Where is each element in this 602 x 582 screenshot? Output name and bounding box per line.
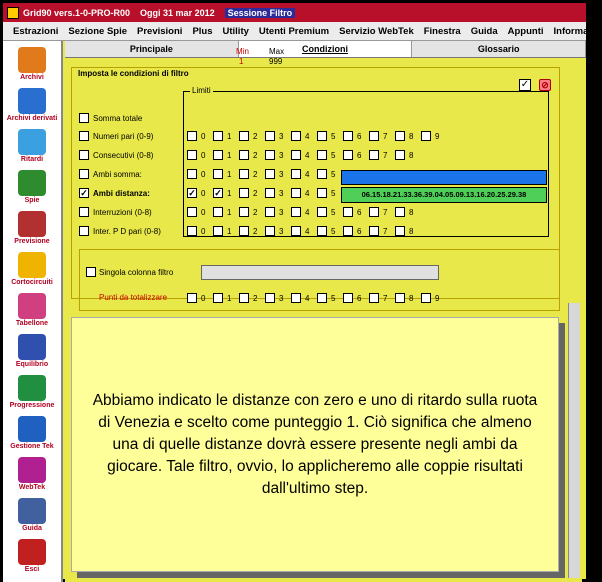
- sidebar-item-1[interactable]: [3, 88, 61, 122]
- filter-row-5-num-1[interactable]: [213, 207, 223, 217]
- filter-row-6-num-3[interactable]: [265, 226, 275, 236]
- ambi-distanza-field[interactable]: 06.15.18.21.33.36.39.04.05.09.13.16.20.25.29.38: [341, 187, 547, 203]
- filter-row-5-num-0[interactable]: [187, 207, 197, 217]
- singola-colonna-label: Singola colonna filtro: [99, 268, 174, 277]
- punti-row-num-label: 4: [305, 294, 310, 303]
- filter-row-3-label: Ambi somma:: [93, 170, 142, 179]
- filter-row-3-num-1[interactable]: [213, 169, 223, 179]
- filter-row-2-num-3[interactable]: [265, 150, 275, 160]
- exit-icon: [18, 539, 46, 565]
- filter-row-2-num-label: 5: [331, 151, 336, 160]
- filter-row-2-num-0[interactable]: [187, 150, 197, 160]
- filter-row-2-num-1[interactable]: [213, 150, 223, 160]
- sidebar-item-label: Tabellone: [15, 320, 49, 327]
- filter-row-6-checkbox[interactable]: [79, 226, 89, 236]
- pencil-icon: [18, 47, 46, 73]
- filter-row-5-num-3[interactable]: [265, 207, 275, 217]
- filter-row-3-num-4[interactable]: [291, 169, 301, 179]
- tab-2[interactable]: Glossario: [412, 41, 586, 57]
- sidebar-item-3[interactable]: [3, 170, 61, 204]
- filter-row-3-num-label: 3: [279, 170, 284, 179]
- filter-row-1-num-label: 5: [331, 132, 336, 141]
- punti-row-num-label: 6: [357, 294, 362, 303]
- filter-row-0-label: Somma totale: [93, 114, 143, 123]
- sidebar-item-label: Esci: [24, 566, 40, 573]
- sidebar-item-label: Archivi: [20, 74, 44, 81]
- menu-item-2[interactable]: Previsioni: [137, 25, 183, 37]
- filter-row-1-num-9[interactable]: [421, 131, 431, 141]
- filter-row-1-num-8[interactable]: [395, 131, 405, 141]
- menu-bar: [3, 22, 602, 41]
- sidebar: [3, 41, 63, 582]
- filter-row-5-num-8[interactable]: [395, 207, 405, 217]
- punti-row-num-label: 2: [253, 294, 258, 303]
- filter-row-4-num-label: 1: [227, 189, 232, 198]
- filter-row-1-num-label: 3: [279, 132, 284, 141]
- filter-row-1-label: Numeri pari (0-9): [93, 132, 154, 141]
- menu-item-6[interactable]: Servizio WebTek: [339, 25, 414, 37]
- filter-row-1-num-label: 9: [435, 132, 440, 141]
- sidebar-item-10[interactable]: [3, 457, 61, 491]
- filter-row-5-num-4[interactable]: [291, 207, 301, 217]
- filter-row-5-checkbox[interactable]: [79, 207, 89, 217]
- punti-row-num-label: 7: [383, 294, 388, 303]
- singola-colonna-checkbox[interactable]: [86, 267, 96, 277]
- filter-row-5-label: Interruzioni (0-8): [93, 208, 152, 217]
- filter-row-2-num-6[interactable]: [343, 150, 353, 160]
- filter-row-6-num-label: 5: [331, 227, 336, 236]
- limiti-group: [183, 86, 549, 237]
- date-label: Oggi 31 mar 2012: [140, 7, 215, 18]
- filter-row-6-num-label: 8: [409, 227, 414, 236]
- sidebar-item-8[interactable]: [3, 375, 61, 409]
- filter-row-6-num-1[interactable]: [213, 226, 223, 236]
- filter-row-5-num-label: 6: [357, 208, 362, 217]
- sidebar-item-6[interactable]: [3, 293, 61, 327]
- filter-row-2-checkbox[interactable]: [79, 150, 89, 160]
- flashlight-icon: [18, 170, 46, 196]
- menu-item-7[interactable]: Finestra: [423, 25, 461, 37]
- filter-row-3-num-2[interactable]: [239, 169, 249, 179]
- singola-colonna-field[interactable]: [201, 265, 439, 280]
- menu-item-1[interactable]: Sezione Spie: [68, 25, 128, 37]
- filter-row-3-num-3[interactable]: [265, 169, 275, 179]
- filter-row-6-num-label: 7: [383, 227, 388, 236]
- filter-row-5-num-7[interactable]: [369, 207, 379, 217]
- filter-row-1-num-label: 0: [201, 132, 206, 141]
- filter-row-4-num-label: 2: [253, 189, 258, 198]
- sidebar-item-label: Ritardi: [20, 156, 44, 163]
- filter-row-2-num-label: 4: [305, 151, 310, 160]
- filter-row-5-num-label: 2: [253, 208, 258, 217]
- filter-row-5-num-label: 5: [331, 208, 336, 217]
- filter-row-4-num-5[interactable]: [317, 188, 327, 198]
- punti-row-num-9[interactable]: [421, 293, 431, 303]
- punti-row-num-label: 1: [227, 294, 232, 303]
- sidebar-item-7[interactable]: [3, 334, 61, 368]
- tab-0[interactable]: Principale: [65, 41, 239, 57]
- sidebar-item-label: Archivi derivati: [6, 115, 58, 122]
- filter-row-1-num-1[interactable]: [213, 131, 223, 141]
- calendar-icon: [18, 293, 46, 319]
- punti-row-num-2[interactable]: [239, 293, 249, 303]
- filter-row-4-num-3[interactable]: [265, 188, 275, 198]
- filter-row-4-label: Ambi distanza:: [93, 189, 150, 198]
- sidebar-item-label: Spie: [24, 197, 40, 204]
- filter-row-4-num-label: 5: [331, 189, 336, 198]
- punti-row-num-label: 3: [279, 294, 284, 303]
- filter-row-6-num-0[interactable]: [187, 226, 197, 236]
- filter-row-1-num-label: 1: [227, 132, 232, 141]
- sidebar-item-0[interactable]: [3, 47, 61, 81]
- filter-row-6-num-label: 1: [227, 227, 232, 236]
- menu-item-10[interactable]: Informazio: [553, 25, 602, 37]
- tab-bar: [65, 41, 586, 58]
- filter-row-6-num-2[interactable]: [239, 226, 249, 236]
- filter-row-6-num-6[interactable]: [343, 226, 353, 236]
- filter-row-5-num-label: 4: [305, 208, 310, 217]
- punti-row-num-1[interactable]: [213, 293, 223, 303]
- filter-row-2-num-label: 1: [227, 151, 232, 160]
- menu-item-8[interactable]: Guida: [470, 25, 498, 37]
- filter-row-4-num-label: 3: [279, 189, 284, 198]
- filter-row-2-num-5[interactable]: [317, 150, 327, 160]
- punti-row-num-0[interactable]: [187, 293, 197, 303]
- filter-row-1-num-3[interactable]: [265, 131, 275, 141]
- filter-row-3-num-label: 5: [331, 170, 336, 179]
- filter-row-4-num-0[interactable]: ✓: [188, 188, 196, 198]
- menu-item-3[interactable]: Plus: [192, 25, 213, 37]
- punti-row-num-6[interactable]: [343, 293, 353, 303]
- punti-label: Punti da totalizzare: [99, 293, 168, 302]
- filter-row-5-num-5[interactable]: [317, 207, 327, 217]
- sidebar-item-label: Guida: [22, 525, 42, 532]
- sidebar-item-label: Cortocircuiti: [11, 279, 53, 286]
- filter-row-2-label: Consecutivi (0-8): [93, 151, 154, 160]
- filter-row-5-num-label: 8: [409, 208, 414, 217]
- filter-row-2-num-label: 7: [383, 151, 388, 160]
- filter-row-5-num-2[interactable]: [239, 207, 249, 217]
- filter-row-4-num-label: 0: [201, 189, 206, 198]
- filter-row-5-num-label: 7: [383, 208, 388, 217]
- sidebar-item-9[interactable]: [3, 416, 61, 450]
- max-value[interactable]: 999: [269, 57, 283, 66]
- filter-row-1-num-label: 4: [305, 132, 310, 141]
- dollar-icon: [18, 375, 46, 401]
- filter-row-2-num-label: 3: [279, 151, 284, 160]
- cancel-filter-button[interactable]: ⊘: [539, 79, 551, 91]
- filter-row-4-checkbox[interactable]: ✓: [80, 188, 88, 198]
- filter-row-6-label: Inter. P D pari (0-8): [93, 227, 161, 236]
- filter-row-2-num-label: 6: [357, 151, 362, 160]
- filter-row-6-num-label: 6: [357, 227, 362, 236]
- filter-row-6-num-label: 3: [279, 227, 284, 236]
- webtek-icon: [18, 457, 46, 483]
- filter-row-1-num-0[interactable]: [187, 131, 197, 141]
- menu-item-0[interactable]: Estrazioni: [13, 25, 59, 37]
- max-header: Max: [269, 47, 285, 56]
- punti-row-num-5[interactable]: [317, 293, 327, 303]
- guide-book-icon: [18, 498, 46, 524]
- app-logo-icon: [7, 7, 19, 19]
- filter-row-5-num-6[interactable]: [343, 207, 353, 217]
- punti-row-num-label: 8: [409, 294, 414, 303]
- menu-item-5[interactable]: Utenti Premium: [258, 25, 330, 37]
- filter-row-3-checkbox[interactable]: [79, 169, 89, 179]
- filter-row-6-num-8[interactable]: [395, 226, 405, 236]
- filter-row-1-num-label: 6: [357, 132, 362, 141]
- filter-row-6-num-7[interactable]: [369, 226, 379, 236]
- session-label: Sessione Filtro: [225, 8, 296, 18]
- filter-row-1-num-4[interactable]: [291, 131, 301, 141]
- punti-row-num-3[interactable]: [265, 293, 275, 303]
- tab-1[interactable]: Condizioni: [239, 41, 413, 57]
- filter-row-1-num-7[interactable]: [369, 131, 379, 141]
- min-value[interactable]: 1: [239, 57, 244, 66]
- sidebar-item-label: Gestione Tek: [10, 443, 54, 450]
- filter-row-4-num-2[interactable]: [239, 188, 249, 198]
- filter-panel-title: Imposta le condizioni di filtro: [78, 69, 189, 78]
- filter-row-2-num-7[interactable]: [369, 150, 379, 160]
- clock-icon: [18, 129, 46, 155]
- filter-row-3-num-5[interactable]: [317, 169, 327, 179]
- filter-row-6-num-4[interactable]: [291, 226, 301, 236]
- filter-row-3-num-0[interactable]: [187, 169, 197, 179]
- filter-row-2-num-label: 2: [253, 151, 258, 160]
- sidebar-item-12[interactable]: [3, 539, 61, 573]
- filter-row-1-num-5[interactable]: [317, 131, 327, 141]
- filter-row-5-num-label: 0: [201, 208, 206, 217]
- filter-row-1-num-label: 2: [253, 132, 258, 141]
- filter-row-2-num-2[interactable]: [239, 150, 249, 160]
- sidebar-item-11[interactable]: [3, 498, 61, 532]
- punti-row-num-4[interactable]: [291, 293, 301, 303]
- menu-item-4[interactable]: Utility: [222, 25, 249, 37]
- limiti-label: Limiti: [192, 86, 211, 95]
- confirm-check-button[interactable]: ✓: [520, 79, 530, 90]
- filter-row-1-num-2[interactable]: [239, 131, 249, 141]
- filter-row-1-num-label: 7: [383, 132, 388, 141]
- sidebar-item-4[interactable]: [3, 211, 61, 245]
- punti-row-num-label: 5: [331, 294, 336, 303]
- filter-row-3-num-label: 2: [253, 170, 258, 179]
- filter-row-1-num-label: 8: [409, 132, 414, 141]
- min-header: Min: [236, 47, 249, 56]
- sidebar-item-5[interactable]: [3, 252, 61, 286]
- sidebar-item-2[interactable]: [3, 129, 61, 163]
- filter-row-1-checkbox[interactable]: [79, 131, 89, 141]
- clipboard-icon: [18, 211, 46, 237]
- filter-row-2-num-label: 0: [201, 151, 206, 160]
- filter-row-4-num-4[interactable]: [291, 188, 301, 198]
- filter-row-3-num-label: 1: [227, 170, 232, 179]
- ambi-somma-field[interactable]: [341, 170, 547, 185]
- book-icon: [18, 88, 46, 114]
- filter-row-6-num-5[interactable]: [317, 226, 327, 236]
- sidebar-item-label: Equilibrio: [15, 361, 49, 368]
- filter-row-0-checkbox[interactable]: [79, 113, 89, 123]
- filter-row-1-num-6[interactable]: [343, 131, 353, 141]
- lightbulb-icon: [18, 252, 46, 278]
- punti-row-num-label: 0: [201, 294, 206, 303]
- filter-row-6-num-label: 4: [305, 227, 310, 236]
- punti-row-num-label: 9: [435, 294, 440, 303]
- punti-row-num-7[interactable]: [369, 293, 379, 303]
- punti-row-num-8[interactable]: [395, 293, 405, 303]
- filter-row-6-num-label: 0: [201, 227, 206, 236]
- filter-row-4-num-label: 4: [305, 189, 310, 198]
- filter-row-2-num-label: 8: [409, 151, 414, 160]
- scale-icon: [18, 334, 46, 360]
- filter-row-3-num-label: 0: [201, 170, 206, 179]
- sidebar-item-label: Previsione: [14, 238, 50, 245]
- tutorial-note: Abbiamo indicato le distanze con zero e uno di ritardo sulla ruota di Venezia e scelto come punteggio 1. Ciò significa che almeno una di quelle distanze dovrà essere presente negli ambi da giocare. Tale filtro, ovvio, lo applicheremo alle coppie risultati dall'ultimo step.: [71, 317, 559, 572]
- filter-row-4-num-1[interactable]: ✓: [214, 188, 222, 198]
- menu-item-9[interactable]: Appunti: [507, 25, 544, 37]
- tools-icon: [18, 416, 46, 442]
- window-title: Grid90 vers.1-0-PRO-R00: [23, 7, 131, 18]
- vertical-scrollbar[interactable]: [568, 303, 580, 578]
- filter-row-5-num-label: 1: [227, 208, 232, 217]
- sidebar-item-label: Progressione: [9, 402, 55, 409]
- filter-row-2-num-4[interactable]: [291, 150, 301, 160]
- filter-row-5-num-label: 3: [279, 208, 284, 217]
- sidebar-item-label: WebTek: [18, 484, 46, 491]
- filter-row-3-num-label: 4: [305, 170, 310, 179]
- filter-row-6-num-label: 2: [253, 227, 258, 236]
- filter-row-2-num-8[interactable]: [395, 150, 405, 160]
- title-bar: [3, 3, 586, 22]
